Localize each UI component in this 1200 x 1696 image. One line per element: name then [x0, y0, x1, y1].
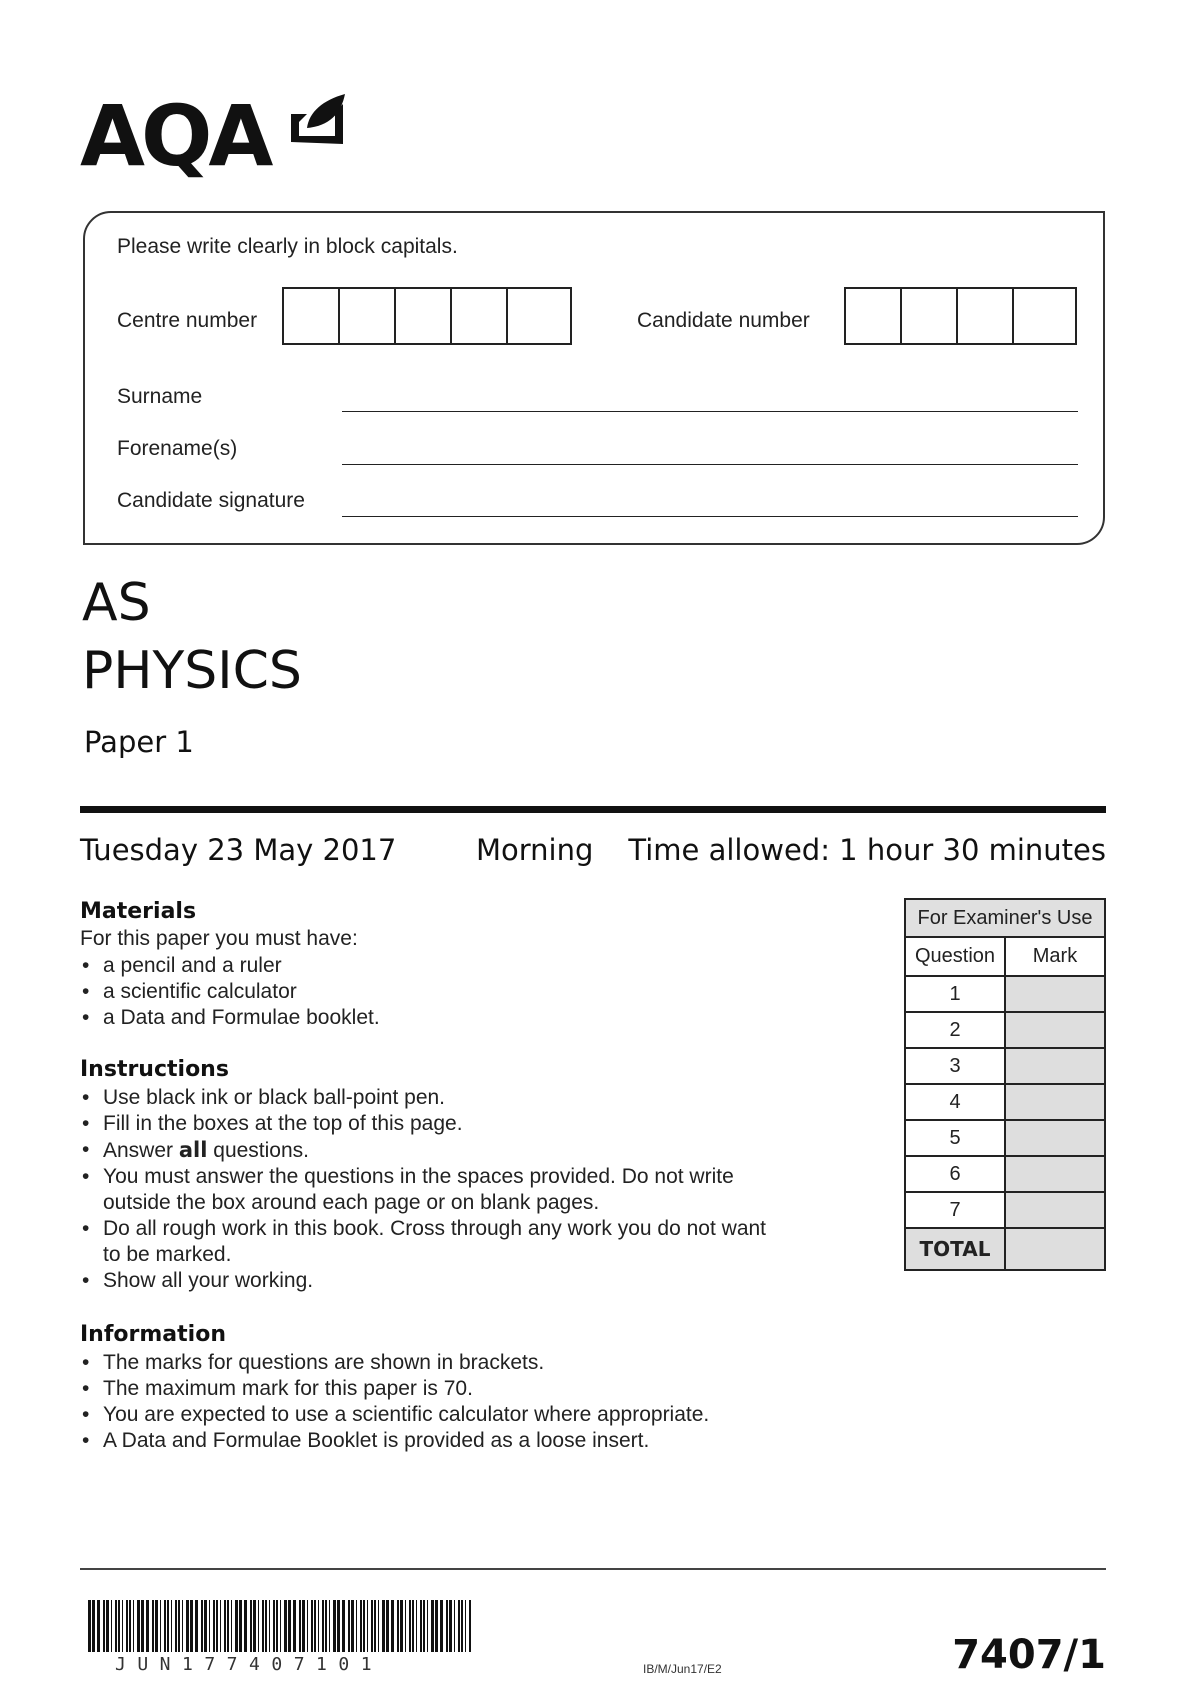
time-allowed: Time allowed: 1 hour 30 minutes — [628, 833, 1106, 867]
barcode-bar — [454, 1600, 455, 1652]
examiners-use-table — [904, 898, 1106, 1271]
examiners-use-title: For Examiner's Use — [905, 899, 1105, 937]
barcode-bar — [265, 1600, 267, 1652]
barcode-bar — [103, 1600, 105, 1652]
barcode-bar — [325, 1600, 327, 1652]
barcode-bar — [367, 1600, 368, 1652]
candidate-number-box[interactable] — [1014, 289, 1070, 343]
barcode-bar — [115, 1600, 117, 1652]
barcode-bar — [446, 1600, 448, 1652]
barcode-bar — [164, 1600, 166, 1652]
subject-title: PHYSICS — [82, 641, 302, 701]
mark-cell[interactable] — [1005, 1192, 1105, 1228]
barcode-bar — [216, 1600, 218, 1652]
barcode-bar — [280, 1600, 281, 1652]
table-row — [905, 1228, 1105, 1270]
barcode-bar — [356, 1600, 357, 1652]
mark-cell[interactable] — [1005, 1120, 1105, 1156]
barcode-bar — [405, 1600, 406, 1652]
table-row — [905, 1012, 1105, 1048]
barcode-bar — [409, 1600, 411, 1652]
list-item-text: questions. — [207, 1139, 310, 1162]
candidate-details-box — [83, 211, 1105, 545]
candidate-number-box[interactable] — [846, 289, 902, 343]
barcode-bar — [374, 1600, 376, 1652]
barcode-bar — [227, 1600, 229, 1652]
barcode-bar — [146, 1600, 149, 1652]
list-item: • Use black ink or black ball-point pen. — [80, 1085, 766, 1111]
barcode-bar — [329, 1600, 330, 1652]
barcode-bar — [171, 1600, 172, 1652]
barcode-text: JUN177407101 — [115, 1654, 384, 1675]
mark-cell[interactable] — [1005, 1084, 1105, 1120]
barcode-bar — [209, 1600, 210, 1652]
candidate-number-boxes[interactable] — [844, 287, 1077, 345]
emphasis-all: all — [178, 1138, 208, 1162]
block-capitals-instruction: Please write clearly in block capitals. — [117, 235, 458, 258]
barcode-bar — [195, 1600, 198, 1652]
barcode-bar — [133, 1600, 134, 1652]
signature-label: Candidate signature — [117, 489, 305, 512]
centre-number-boxes[interactable] — [282, 287, 572, 345]
barcode-bar — [318, 1600, 319, 1652]
barcode-bar — [435, 1600, 438, 1652]
barcode-bar — [360, 1600, 362, 1652]
barcode-bar — [235, 1600, 238, 1652]
list-item: • The marks for questions are shown in brackets. — [80, 1350, 709, 1376]
table-row — [905, 976, 1105, 1012]
table-row — [905, 1084, 1105, 1120]
exam-session: Morning — [476, 833, 594, 867]
barcode-bar — [416, 1600, 417, 1652]
centre-number-label: Centre number — [117, 309, 258, 332]
barcode-bar — [269, 1600, 270, 1652]
paper-title: Paper 1 — [84, 725, 194, 759]
forenames-label: Forename(s) — [117, 437, 238, 460]
question-number: 6 — [905, 1156, 1005, 1192]
materials-intro: For this paper you must have: — [80, 927, 358, 950]
list-item: • A Data and Formulae Booklet is provided as a loose insert. — [80, 1428, 709, 1454]
barcode-bar — [293, 1600, 296, 1652]
barcode-bar — [231, 1600, 232, 1652]
barcode-bar — [220, 1600, 221, 1652]
list-item: • a Data and Formulae booklet. — [80, 1005, 380, 1031]
list-item: • Fill in the boxes at the top of this page. — [80, 1111, 766, 1137]
table-row — [905, 1192, 1105, 1228]
total-mark-cell[interactable] — [1005, 1228, 1105, 1270]
candidate-number-box[interactable] — [958, 289, 1014, 343]
list-item: • Do all rough work in this book. Cross through any work you do not want to be marked. — [80, 1216, 766, 1268]
barcode-bar — [363, 1600, 365, 1652]
barcode-bar — [299, 1600, 301, 1652]
barcode-bar — [391, 1600, 394, 1652]
barcode-bar — [412, 1600, 414, 1652]
mark-cell[interactable] — [1005, 1048, 1105, 1084]
list-item: • Show all your working. — [80, 1268, 766, 1294]
question-column-header: Question — [905, 937, 1005, 976]
barcode-bar — [167, 1600, 169, 1652]
title-divider — [80, 806, 1106, 813]
barcode-bar — [141, 1600, 144, 1652]
logo-text: AQA — [80, 87, 270, 185]
question-number: 4 — [905, 1084, 1005, 1120]
barcode-bar — [288, 1600, 291, 1652]
barcode-bar — [311, 1600, 313, 1652]
mark-cell[interactable] — [1005, 1012, 1105, 1048]
aqa-logo — [80, 88, 350, 188]
centre-number-box[interactable] — [396, 289, 452, 343]
centre-number-box[interactable] — [284, 289, 340, 343]
barcode-bar — [253, 1600, 256, 1652]
question-number: 3 — [905, 1048, 1005, 1084]
information-heading: Information — [80, 1322, 226, 1347]
barcode-bar — [190, 1600, 193, 1652]
barcode-bar — [175, 1600, 177, 1652]
barcode-bar — [465, 1600, 466, 1652]
information-list — [80, 1350, 709, 1454]
mark-cell[interactable] — [1005, 1156, 1105, 1192]
barcode-bar — [126, 1600, 128, 1652]
barcode-bar — [213, 1600, 215, 1652]
instructions-heading: Instructions — [80, 1057, 229, 1082]
barcode-bar — [92, 1600, 95, 1652]
barcode-bar — [322, 1600, 324, 1652]
list-item: • The maximum mark for this paper is 70. — [80, 1376, 709, 1402]
barcode-bar — [239, 1600, 242, 1652]
barcode-bar — [400, 1600, 403, 1652]
barcode-bar — [427, 1600, 428, 1652]
barcode-bar — [137, 1600, 140, 1652]
barcode-bar — [333, 1600, 336, 1652]
barcode-bar — [302, 1600, 305, 1652]
barcode-bar — [420, 1600, 422, 1652]
barcode-bar — [314, 1600, 316, 1652]
footer-divider — [80, 1568, 1106, 1570]
barcode-bar — [262, 1600, 264, 1652]
list-item: • You must answer the questions in the spaces provided. Do not write outside the box around each page or on blank pages. — [80, 1164, 766, 1216]
barcode-bar — [155, 1600, 158, 1652]
barcode-bar — [97, 1600, 100, 1652]
mark-column-header: Mark — [1005, 937, 1105, 976]
centre-number-box[interactable] — [452, 289, 508, 343]
barcode-bar — [258, 1600, 259, 1652]
barcode-bar — [378, 1600, 379, 1652]
candidate-number-label: Candidate number — [637, 309, 810, 332]
forenames-field[interactable] — [342, 464, 1078, 465]
barcode-bar — [152, 1600, 154, 1652]
question-number: 7 — [905, 1192, 1005, 1228]
barcode-bar — [342, 1600, 345, 1652]
materials-heading: Materials — [80, 899, 197, 924]
leaf-icon — [285, 92, 347, 150]
question-number: 2 — [905, 1012, 1005, 1048]
mark-cell[interactable] — [1005, 976, 1105, 1012]
barcode-bar — [118, 1600, 120, 1652]
barcode-bar — [461, 1600, 463, 1652]
barcode-bar — [224, 1600, 226, 1652]
materials-list — [80, 953, 380, 1031]
list-item: • You are expected to use a scientific calculator where appropriate. — [80, 1402, 709, 1428]
barcode-bar — [122, 1600, 123, 1652]
barcode-bar — [397, 1600, 399, 1652]
barcode-bar — [371, 1600, 373, 1652]
barcode-bar — [307, 1600, 308, 1652]
barcode-bar — [204, 1600, 207, 1652]
barcode-bar — [440, 1600, 443, 1652]
barcode-bar — [182, 1600, 183, 1652]
barcode-bar — [88, 1600, 91, 1652]
centre-number-box[interactable] — [340, 289, 396, 343]
surname-label: Surname — [117, 385, 203, 408]
barcode-bar — [348, 1600, 350, 1652]
paper-code: 7407/1 — [952, 1632, 1106, 1678]
barcode-bar — [458, 1600, 460, 1652]
barcode-bar — [178, 1600, 180, 1652]
exam-date: Tuesday 23 May 2017 — [80, 833, 397, 867]
barcode-bar — [106, 1600, 109, 1652]
barcode-bar — [382, 1600, 385, 1652]
barcode-bar — [337, 1600, 340, 1652]
barcode-bar — [276, 1600, 278, 1652]
barcode-bar — [244, 1600, 247, 1652]
table-row — [905, 1120, 1105, 1156]
barcode-bar — [111, 1600, 112, 1652]
question-number: 5 — [905, 1120, 1005, 1156]
list-item: • a pencil and a ruler — [80, 953, 380, 979]
barcode — [88, 1600, 472, 1652]
list-item — [80, 1137, 766, 1164]
barcode-bar — [431, 1600, 434, 1652]
document-reference: IB/M/Jun17/E2 — [643, 1662, 722, 1676]
list-item: • a scientific calculator — [80, 979, 380, 1005]
question-number: 1 — [905, 976, 1005, 1012]
instructions-list — [80, 1085, 766, 1294]
barcode-bar — [284, 1600, 287, 1652]
barcode-bar — [449, 1600, 452, 1652]
candidate-number-box[interactable] — [902, 289, 958, 343]
barcode-bar — [186, 1600, 189, 1652]
table-row — [905, 1156, 1105, 1192]
barcode-bar — [273, 1600, 275, 1652]
barcode-bar — [386, 1600, 389, 1652]
barcode-bar — [201, 1600, 203, 1652]
barcode-bar — [351, 1600, 354, 1652]
barcode-bar — [469, 1600, 471, 1652]
barcode-bar — [423, 1600, 425, 1652]
surname-field[interactable] — [342, 411, 1078, 412]
list-item-text: Answer — [103, 1139, 179, 1162]
total-label: TOTAL — [905, 1228, 1005, 1270]
centre-number-box[interactable] — [508, 289, 564, 343]
qualification-level: AS — [82, 573, 151, 633]
barcode-bar — [250, 1600, 252, 1652]
barcode-bar — [129, 1600, 131, 1652]
table-row — [905, 1048, 1105, 1084]
signature-field[interactable] — [342, 516, 1078, 517]
barcode-bar — [160, 1600, 161, 1652]
